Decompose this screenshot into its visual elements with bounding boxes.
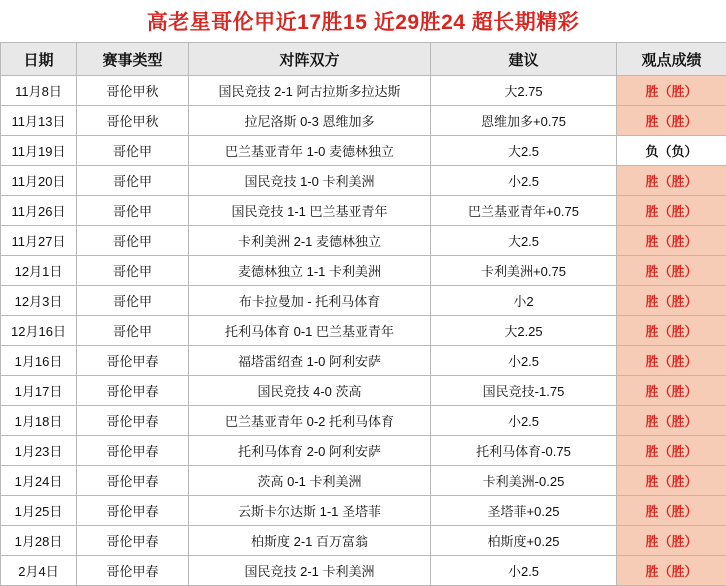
cell-type: 哥伦甲秋 <box>77 106 189 136</box>
table-row <box>1 226 726 256</box>
cell-date: 2月4日 <box>1 556 77 586</box>
cell-advice: 小2.5 <box>431 556 617 586</box>
cell-type: 哥伦甲 <box>77 316 189 346</box>
table-row <box>1 556 726 586</box>
cell-type: 哥伦甲 <box>77 136 189 166</box>
column-header-result: 观点成绩 <box>617 43 726 76</box>
cell-type: 哥伦甲 <box>77 256 189 286</box>
cell-result: 胜（胜） <box>617 106 726 136</box>
page-title: 高老星哥伦甲近17胜15 近29胜24 超长期精彩 <box>147 6 580 36</box>
cell-date: 11月13日 <box>1 106 77 136</box>
column-header-advice: 建议 <box>431 43 617 76</box>
cell-advice: 卡利美洲-0.25 <box>431 466 617 496</box>
cell-match: 巴兰基亚青年 1-0 麦德林独立 <box>189 136 431 166</box>
cell-match: 国民竞技 1-0 卡利美洲 <box>189 166 431 196</box>
table-row <box>1 106 726 136</box>
cell-advice: 小2.5 <box>431 166 617 196</box>
cell-type: 哥伦甲春 <box>77 436 189 466</box>
cell-result: 胜（胜） <box>617 316 726 346</box>
cell-advice: 大2.5 <box>431 136 617 166</box>
cell-match: 国民竞技 2-1 卡利美洲 <box>189 556 431 586</box>
cell-match: 柏斯度 2-1 百万富翁 <box>189 526 431 556</box>
cell-result: 胜（胜） <box>617 376 726 406</box>
cell-match: 托利马体育 2-0 阿利安萨 <box>189 436 431 466</box>
cell-match: 托利马体育 0-1 巴兰基亚青年 <box>189 316 431 346</box>
cell-result: 胜（胜） <box>617 556 726 586</box>
table-row <box>1 316 726 346</box>
table-row <box>1 346 726 376</box>
cell-result: 胜（胜） <box>617 256 726 286</box>
table-body <box>1 76 726 586</box>
cell-type: 哥伦甲 <box>77 166 189 196</box>
table-row <box>1 376 726 406</box>
column-header-match: 对阵双方 <box>189 43 431 76</box>
cell-result: 胜（胜） <box>617 406 726 436</box>
cell-result: 胜（胜） <box>617 526 726 556</box>
cell-match: 国民竞技 1-1 巴兰基亚青年 <box>189 196 431 226</box>
cell-result: 胜（胜） <box>617 496 726 526</box>
results-table <box>0 42 726 586</box>
cell-type: 哥伦甲 <box>77 196 189 226</box>
cell-advice: 巴兰基亚青年+0.75 <box>431 196 617 226</box>
cell-result: 胜（胜） <box>617 466 726 496</box>
table-row <box>1 526 726 556</box>
column-header-type: 赛事类型 <box>77 43 189 76</box>
cell-date: 11月8日 <box>1 76 77 106</box>
cell-date: 1月25日 <box>1 496 77 526</box>
cell-advice: 卡利美洲+0.75 <box>431 256 617 286</box>
table-row <box>1 166 726 196</box>
cell-advice: 大2.25 <box>431 316 617 346</box>
cell-type: 哥伦甲春 <box>77 346 189 376</box>
cell-advice: 恩维加多+0.75 <box>431 106 617 136</box>
cell-date: 12月16日 <box>1 316 77 346</box>
cell-type: 哥伦甲春 <box>77 496 189 526</box>
cell-type: 哥伦甲秋 <box>77 76 189 106</box>
cell-advice: 圣塔菲+0.25 <box>431 496 617 526</box>
cell-advice: 大2.75 <box>431 76 617 106</box>
cell-match: 巴兰基亚青年 0-2 托利马体育 <box>189 406 431 436</box>
cell-date: 12月3日 <box>1 286 77 316</box>
title-bar <box>0 0 726 42</box>
table-row <box>1 466 726 496</box>
cell-result: 胜（胜） <box>617 166 726 196</box>
cell-type: 哥伦甲春 <box>77 526 189 556</box>
cell-match: 卡利美洲 2-1 麦德林独立 <box>189 226 431 256</box>
cell-date: 12月1日 <box>1 256 77 286</box>
cell-match: 福塔雷绍查 1-0 阿利安萨 <box>189 346 431 376</box>
cell-result: 胜（胜） <box>617 436 726 466</box>
cell-type: 哥伦甲春 <box>77 556 189 586</box>
cell-type: 哥伦甲 <box>77 226 189 256</box>
cell-date: 11月20日 <box>1 166 77 196</box>
cell-result: 负（负） <box>617 136 726 166</box>
cell-advice: 国民竞技-1.75 <box>431 376 617 406</box>
cell-date: 1月24日 <box>1 466 77 496</box>
cell-type: 哥伦甲春 <box>77 466 189 496</box>
cell-type: 哥伦甲 <box>77 286 189 316</box>
cell-date: 11月27日 <box>1 226 77 256</box>
cell-date: 1月18日 <box>1 406 77 436</box>
cell-date: 1月16日 <box>1 346 77 376</box>
cell-match: 布卡拉曼加 - 托利马体育 <box>189 286 431 316</box>
cell-match: 拉尼洛斯 0-3 恩维加多 <box>189 106 431 136</box>
cell-match: 国民竞技 4-0 茨高 <box>189 376 431 406</box>
cell-match: 国民竞技 2-1 阿古拉斯多拉达斯 <box>189 76 431 106</box>
cell-type: 哥伦甲春 <box>77 406 189 436</box>
table-row <box>1 436 726 466</box>
cell-date: 11月26日 <box>1 196 77 226</box>
cell-advice: 托利马体育-0.75 <box>431 436 617 466</box>
table-header <box>1 43 726 76</box>
cell-match: 茨高 0-1 卡利美洲 <box>189 466 431 496</box>
cell-match: 麦德林独立 1-1 卡利美洲 <box>189 256 431 286</box>
cell-date: 1月17日 <box>1 376 77 406</box>
table-row <box>1 256 726 286</box>
table-row <box>1 286 726 316</box>
table-header-row <box>1 43 726 76</box>
cell-result: 胜（胜） <box>617 286 726 316</box>
cell-result: 胜（胜） <box>617 346 726 376</box>
cell-date: 1月23日 <box>1 436 77 466</box>
cell-type: 哥伦甲春 <box>77 376 189 406</box>
cell-result: 胜（胜） <box>617 226 726 256</box>
column-header-date: 日期 <box>1 43 77 76</box>
table-row <box>1 76 726 106</box>
cell-date: 1月28日 <box>1 526 77 556</box>
cell-advice: 小2.5 <box>431 406 617 436</box>
cell-date: 11月19日 <box>1 136 77 166</box>
cell-advice: 柏斯度+0.25 <box>431 526 617 556</box>
cell-match: 云斯卡尔达斯 1-1 圣塔菲 <box>189 496 431 526</box>
table-row <box>1 196 726 226</box>
cell-result: 胜（胜） <box>617 76 726 106</box>
cell-advice: 大2.5 <box>431 226 617 256</box>
table-row <box>1 406 726 436</box>
cell-advice: 小2.5 <box>431 346 617 376</box>
table-row <box>1 136 726 166</box>
cell-result: 胜（胜） <box>617 196 726 226</box>
table-row <box>1 496 726 526</box>
cell-advice: 小2 <box>431 286 617 316</box>
